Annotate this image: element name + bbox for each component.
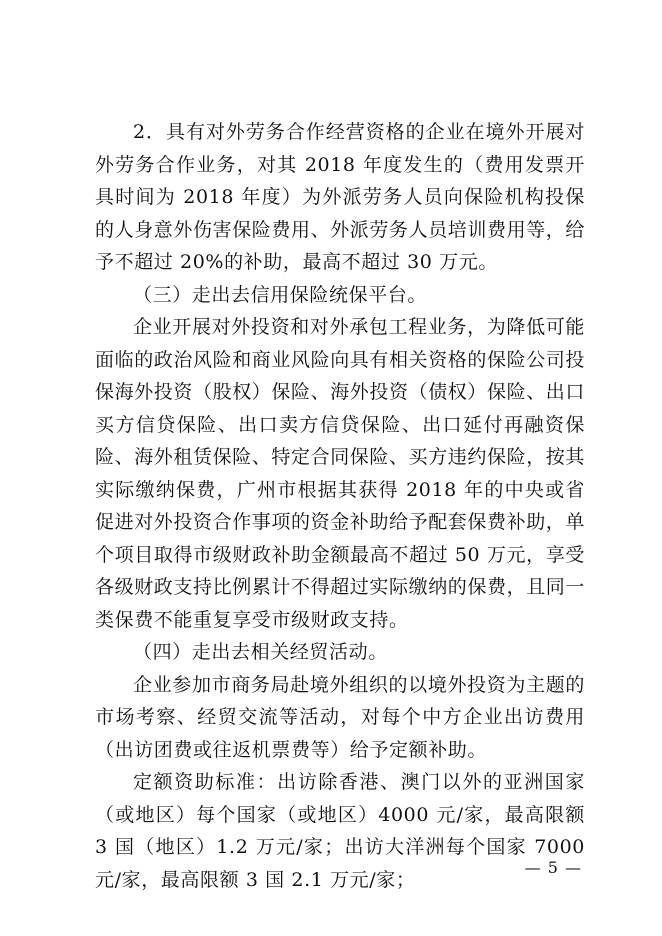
section-heading-trade-activities: （四）走出去相关经贸活动。 (133, 641, 388, 663)
section-heading-credit-insurance: （三）走出去信用保险统保平台。 (133, 283, 428, 306)
paragraph-trade-activities: 企业参加市商务局赴境外组织的以境外投资为主题的市场考察、经贸交流等活动，对每个中方企业出访费用（出访团费或往返机票费等）给予定额补助。 (95, 673, 585, 761)
paragraph-credit-insurance: 企业开展对外投资和对外承包工程业务，为降低可能面临的政治风险和商业风险向具有相关资格的保险公司投保海外投资（股权）保险、海外投资（债权）保险、出口买方信贷保险、出口卖方信贷保险、出口延付再融资保险、海外租赁保险、特定合同保险、买方违约保险，按其实际缴纳保费，广州市根据其获得 2018 年的中央或省促进对外投资合作事项的资金补助给予配套保费补助，单个项目取得市级财政补助金额最高不超过 50 万元，享受各级财政支持比例累计不得超过实际缴纳的保费，且同一类保费不能重复享受市级财政支持。 (95, 316, 586, 631)
paragraph-subsidy-standard: 定额资助标准：出访除香港、澳门以外的亚洲国家（或地区）每个国家（或地区）4000 元/家，最高限额 3 国（地区）1.2 万元/家；出访大洋洲每个国家 7000 元/家，最高限额 3 国 2.1 万元/家； (95, 771, 585, 891)
page-number: — 5 — (524, 858, 582, 877)
document-body (95, 116, 585, 896)
paragraph-labor-cooperation: 2．具有对外劳务合作经营资格的企业在境外开展对外劳务合作业务，对其 2018 年度发生的（费用发票开具时间为 2018 年度）为外派劳务人员向保险机构投保的人身意外伤害保险费用、外派劳务人员培训费用等，给予不超过 20%的补助，最高不超过 30 万元。 (95, 121, 586, 273)
